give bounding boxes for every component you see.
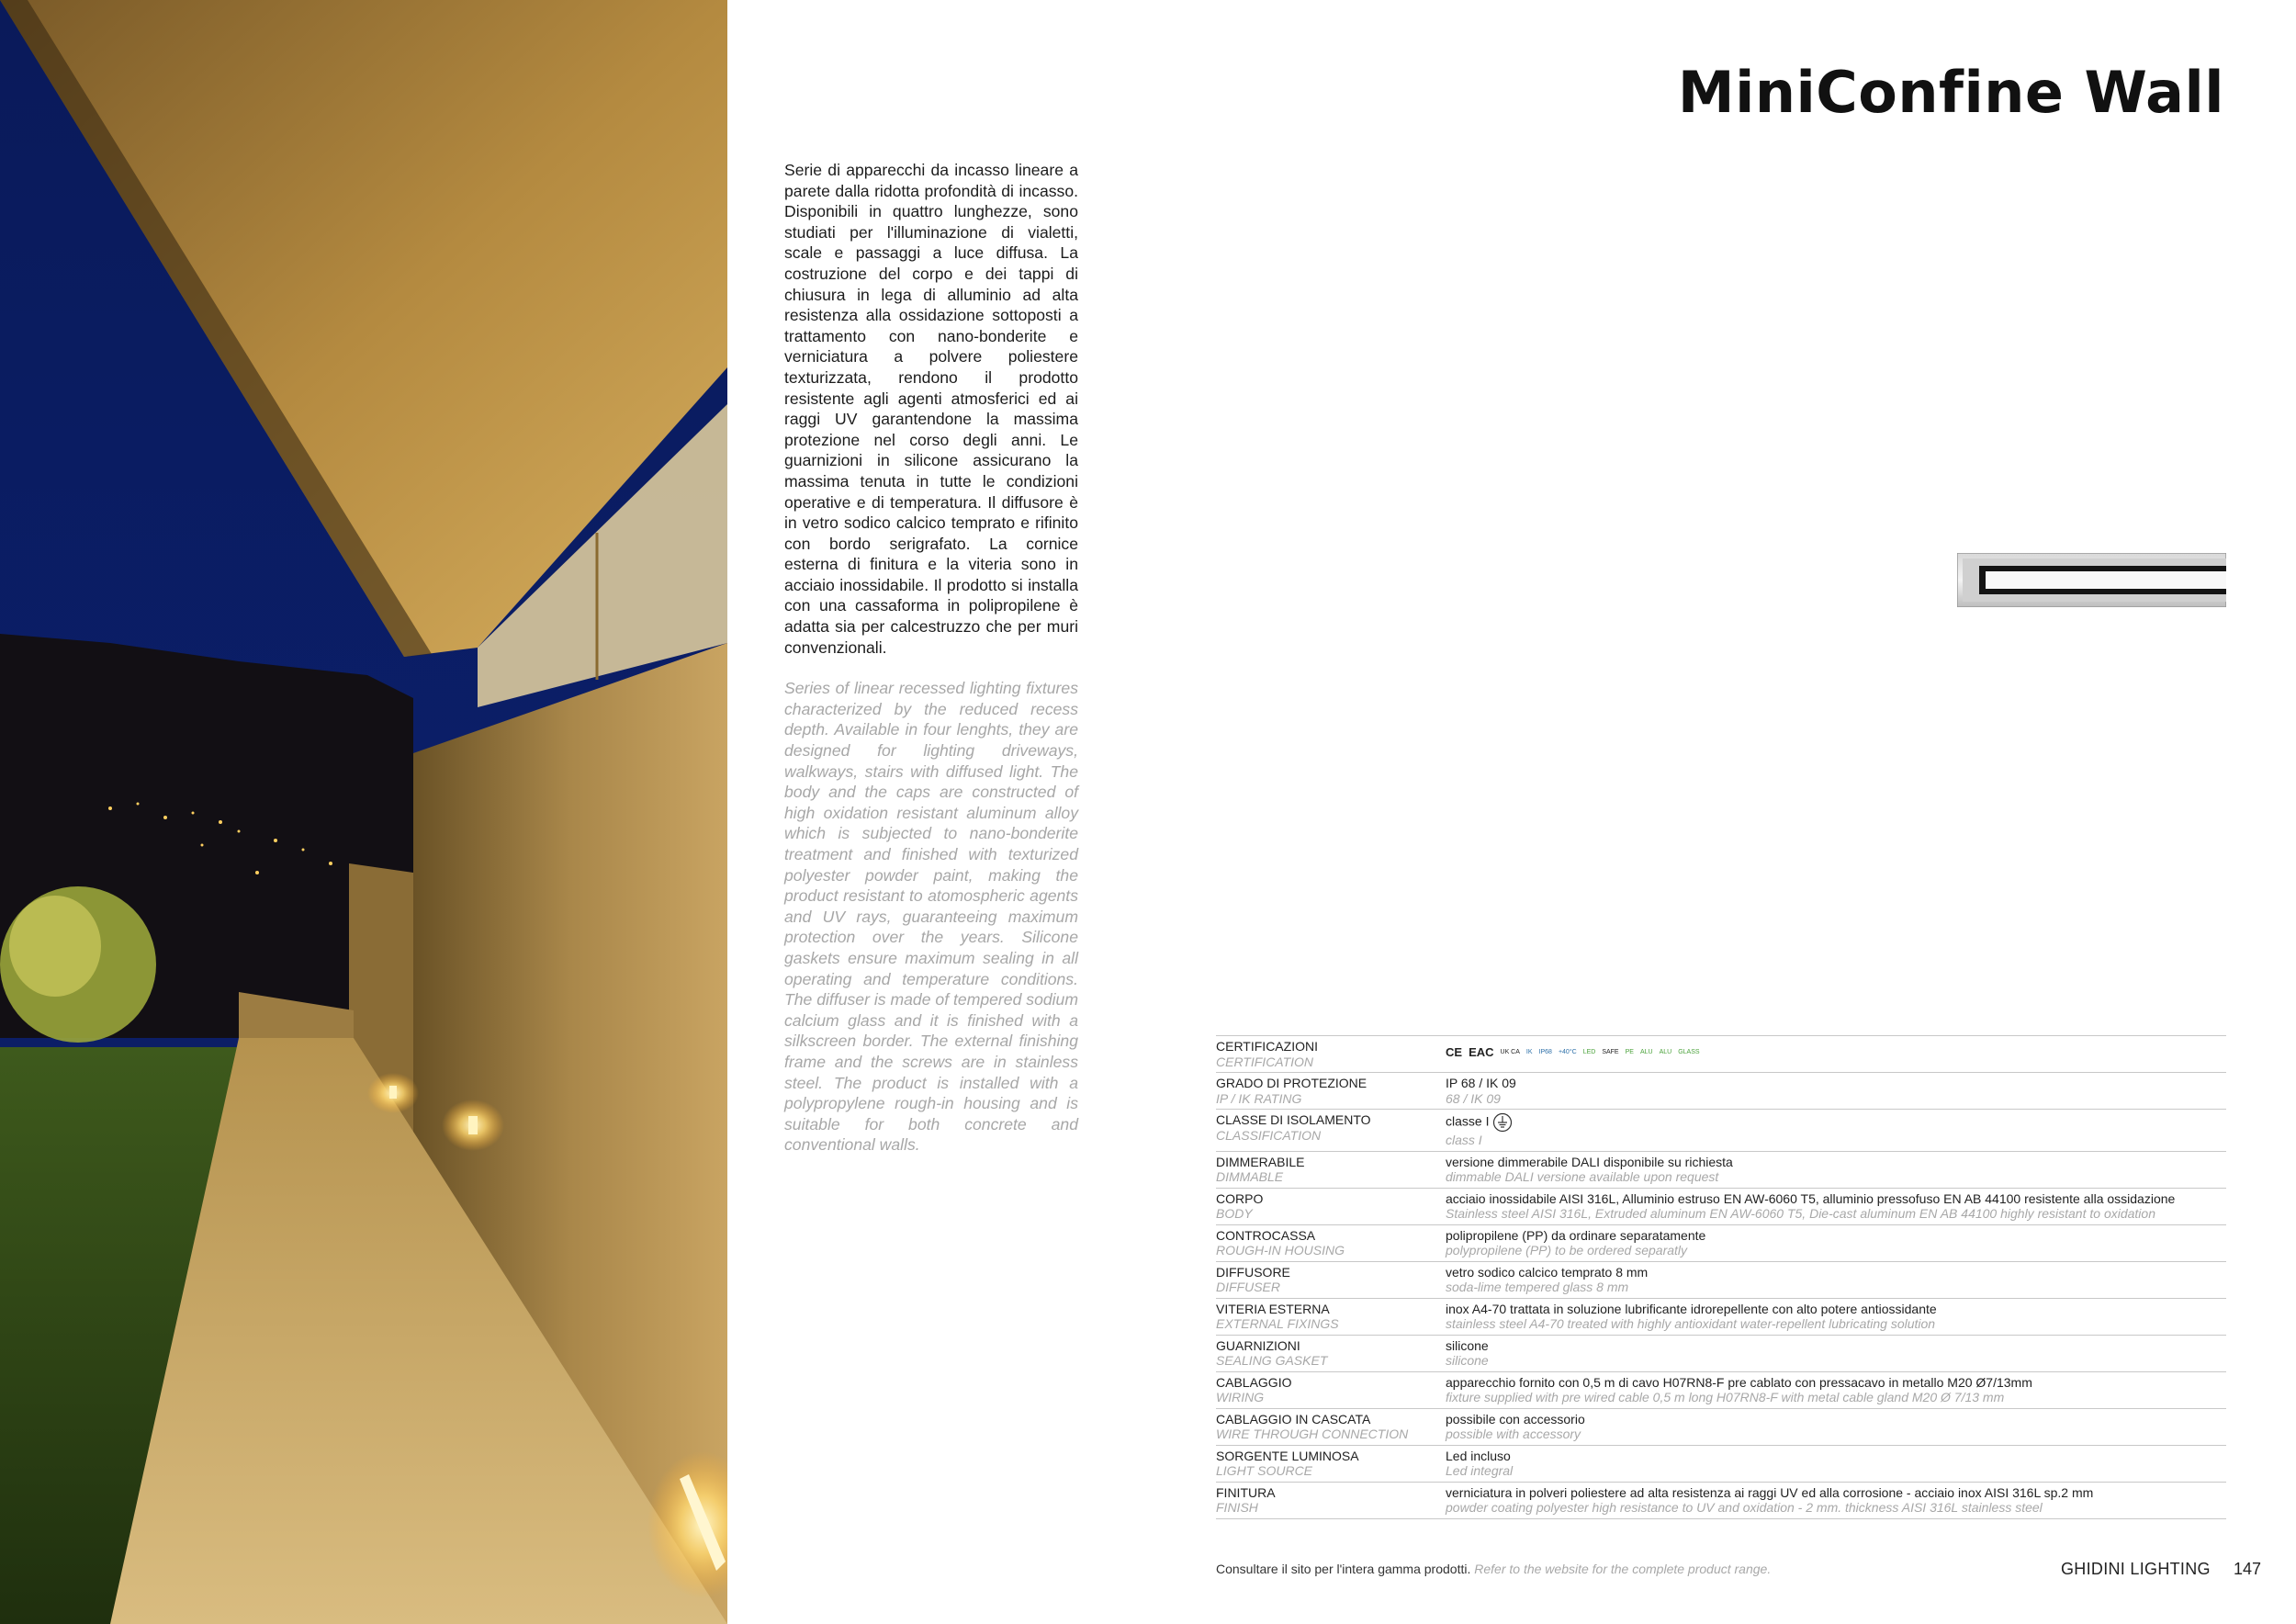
spec-value: acciaio inossidabile AISI 316L, Alluminio estruso EN AW-6060 T5, alluminio pressofuso EN AB 44100 resistente alla ossidazione xyxy=(1446,1190,2176,1206)
eac-mark-icon: EAC xyxy=(1469,1044,1494,1059)
ukca-mark-icon: UK CA xyxy=(1500,1048,1520,1055)
spec-value-en: polypropilene (PP) to be ordered separatly xyxy=(1446,1243,1688,1257)
spec-value: polipropilene (PP) da ordinare separatamente xyxy=(1446,1227,1706,1243)
spec-label-en: WIRE THROUGH CONNECTION xyxy=(1216,1427,1409,1441)
spec-value-en: silicone xyxy=(1446,1353,1489,1368)
spec-value-en: Stainless steel AISI 316L, Extruded aluminum EN AW-6060 T5, Die-cast aluminum EN AB 44100 highly resistant to oxidation xyxy=(1446,1206,2155,1221)
spec-label: CONTROCASSA xyxy=(1216,1227,1316,1243)
spec-label: CERTIFICAZIONI xyxy=(1216,1039,1318,1054)
ik-rating-icon: IK xyxy=(1525,1048,1533,1055)
recycle-alu-icon: ALU xyxy=(1659,1048,1672,1055)
spec-value: IP 68 / IK 09 xyxy=(1446,1076,1516,1090)
spec-label: GRADO DI PROTEZIONE xyxy=(1216,1076,1367,1090)
recycle-pe-icon: PE xyxy=(1625,1048,1634,1055)
spec-row xyxy=(1216,1036,2226,1073)
footer-note-italian: Consultare il sito per l'intera gamma prodotti. xyxy=(1216,1562,1471,1576)
product-photo xyxy=(0,0,727,1624)
spec-label: DIMMERABILE xyxy=(1216,1154,1305,1169)
spec-value-en: soda-lime tempered glass 8 mm xyxy=(1446,1280,1629,1294)
spec-value-en: dimmable DALI versione available upon request xyxy=(1446,1169,1719,1184)
description-italian: Serie di apparecchi da incasso lineare a parete dalla ridotta profondità di incasso. Disponibili in quattro lunghezze, sono studiati per l'illuminazione di vialetti, scale e passaggi a luce diffusa. La costruzione del corpo e dei tappi di chiusura in lega di alluminio ad alta resistenza alla ossidazione sottoposti a trattamento con nano-bonderite e verniciatura a polvere poliestere texturizzata, rendono il prodotto resistente agli agenti atmosferici ed ai raggi UV garantendone la massima protezione nel corso degli anni. Le guarnizioni in silicone assicurano la massima tenuta in tutte le condizioni operative e di temperatura. Il diffusore è in vetro sodico calcico temprato e rifinito con bordo serigrafato. La cornice esterna di finitura e la viteria sono in acciaio inossidabile. Il prodotto si installa con una cassaforma in polipropilene è adatta sia per calcestruzzo che per muri convenzionali. xyxy=(784,161,1078,657)
spec-row xyxy=(1216,1224,2226,1261)
spec-label-en: DIMMABLE xyxy=(1216,1169,1284,1184)
spec-value: versione dimmerabile DALI disponibile su richiesta xyxy=(1446,1154,1733,1169)
spec-label: CABLAGGIO xyxy=(1216,1374,1292,1390)
spec-label-en: DIFFUSER xyxy=(1216,1280,1280,1294)
spec-value: Led incluso xyxy=(1446,1448,1511,1463)
page-title: MiniConfine Wall xyxy=(1677,59,2224,126)
spec-row xyxy=(1216,1110,2226,1152)
spec-value: vetro sodico calcico temprato 8 mm xyxy=(1446,1264,1649,1280)
ce-mark-icon: CE xyxy=(1446,1044,1463,1059)
spec-label-en: BODY xyxy=(1216,1206,1253,1221)
safety-icon: SAFE xyxy=(1602,1048,1619,1055)
spec-value-en: 68 / IK 09 xyxy=(1446,1090,1501,1106)
spec-value-en: Led integral xyxy=(1446,1463,1514,1478)
footer-note-english: Refer to the website for the complete product range. xyxy=(1474,1562,1772,1576)
page-number: 147 xyxy=(2234,1560,2262,1578)
spec-value-en: fixture supplied with pre wired cable 0,5 m long H07RN8-F with metal cable gland M20 Ø 7/13 mm xyxy=(1446,1390,2005,1404)
spec-row xyxy=(1216,1408,2226,1445)
spec-row xyxy=(1216,1298,2226,1335)
brand-name: GHIDINI LIGHTING xyxy=(2061,1560,2211,1578)
description-english: Series of linear recessed lighting fixtures characterized by the reduced recess depth. Available in four lenghts, they are designed for lighting driveways, walkways, stairs with diffused light. The body and the caps are constructed of high oxidation resistant aluminum alloy which is subjected to nano-bonderite treatment and finished with texturized polyester powder paint, making the product resistant to atomospheric agents and UV rays, guaranteeing maximum protection over the years. Silicone gaskets ensure maximum sealing in all operating and temperature conditions. The diffuser is made of tempered sodium calcium glass and it is finished with a silkscreen border. The external finishing frame and the screws are in stainless steel. The product is installed with a polypropylene rough-in housing and is suitable for both concrete and conventional walls. xyxy=(784,679,1078,1155)
fixture-illustration xyxy=(1957,553,2226,607)
spec-label-en: CERTIFICATION xyxy=(1216,1054,1314,1069)
temperature-icon: +40°C xyxy=(1558,1048,1577,1055)
spec-label-en: CLASSIFICATION xyxy=(1216,1127,1322,1143)
spec-label: SORGENTE LUMINOSA xyxy=(1216,1448,1359,1463)
spec-row xyxy=(1216,1482,2226,1518)
spec-value-en: stainless steel A4-70 treated with highly antioxidant water-repellent lubricating solution xyxy=(1446,1316,1936,1331)
spec-row xyxy=(1216,1445,2226,1482)
spec-label: CORPO xyxy=(1216,1190,1264,1206)
spec-table xyxy=(1216,1035,2226,1519)
spec-row xyxy=(1216,1261,2226,1298)
spec-value-en: powder coating polyester high resistance to UV and oxidation - 2 mm. thickness AISI 316L stainless steel xyxy=(1446,1500,2043,1515)
spec-value-en: possible with accessory xyxy=(1446,1427,1581,1441)
spec-label-en: SEALING GASKET xyxy=(1216,1353,1328,1368)
spec-label-en: EXTERNAL FIXINGS xyxy=(1216,1316,1339,1331)
spec-label-en: IP / IK RATING xyxy=(1216,1090,1302,1106)
spec-row xyxy=(1216,1188,2226,1224)
spec-value: silicone xyxy=(1446,1337,1489,1353)
spec-value: inox A4-70 trattata in soluzione lubrificante idrorepellente con alto potere antiossidante xyxy=(1446,1301,1937,1316)
spec-row xyxy=(1216,1335,2226,1371)
spec-label: GUARNIZIONI xyxy=(1216,1337,1300,1353)
certification-icons xyxy=(1446,1039,2226,1066)
spec-label-en: WIRING xyxy=(1216,1390,1265,1404)
spec-row xyxy=(1216,1073,2226,1110)
spec-label: FINITURA xyxy=(1216,1484,1276,1500)
spec-value: classe I xyxy=(1446,1113,1490,1129)
description-column xyxy=(784,160,1078,1156)
footer-note xyxy=(1216,1562,1771,1576)
spec-label: DIFFUSORE xyxy=(1216,1264,1290,1280)
spec-label-en: FINISH xyxy=(1216,1500,1258,1515)
spec-label-en: LIGHT SOURCE xyxy=(1216,1463,1313,1478)
spec-label: CABLAGGIO IN CASCATA xyxy=(1216,1411,1371,1427)
recycle-glass-icon: GLASS xyxy=(1678,1048,1700,1055)
spec-value: apparecchio fornito con 0,5 m di cavo H07RN8-F pre cablato con pressacavo in metallo M20 Ø7/13mm xyxy=(1446,1374,2032,1390)
spec-value-en: class I xyxy=(1446,1133,1482,1147)
spec-label: VITERIA ESTERNA xyxy=(1216,1301,1330,1316)
spec-label-en: ROUGH-IN HOUSING xyxy=(1216,1243,1345,1257)
earth-ground-icon xyxy=(1492,1112,1513,1133)
spec-value: verniciatura in polveri poliestere ad alta resistenza ai raggi UV ed alla corrosione - acciaio inox AISI 316L sp.2 mm xyxy=(1446,1484,2094,1500)
led-icon: LED xyxy=(1582,1048,1596,1055)
spec-value: possibile con accessorio xyxy=(1446,1411,1585,1427)
spec-label: CLASSE DI ISOLAMENTO xyxy=(1216,1112,1371,1127)
ip-rating-icon: IP68 xyxy=(1538,1048,1552,1055)
spec-row xyxy=(1216,1151,2226,1188)
spec-row xyxy=(1216,1371,2226,1408)
recycle-alu-icon: ALU xyxy=(1639,1048,1653,1055)
